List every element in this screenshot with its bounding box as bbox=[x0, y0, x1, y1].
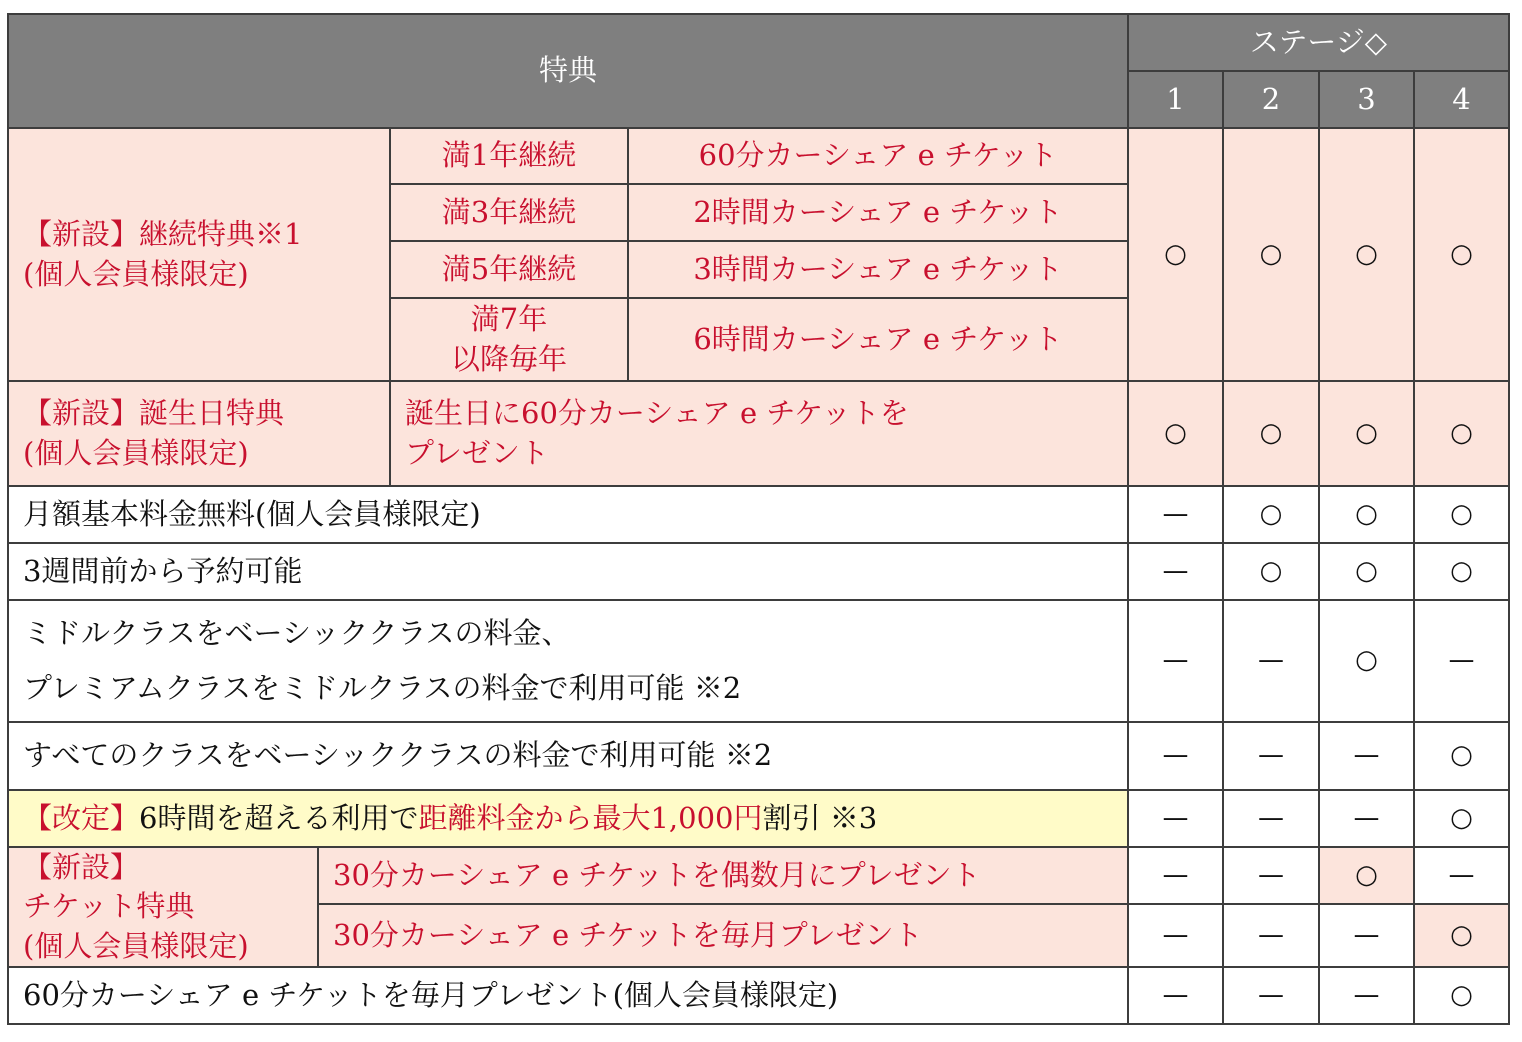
continuation-mark-2: ○ bbox=[1223, 128, 1319, 381]
ticket-title: 【新設】 bbox=[23, 850, 140, 885]
all-basic-rate-text: すべてのクラスをベーシッククラスの料金で利用可能 ※2 bbox=[8, 722, 1128, 790]
ticket-even-month-mark-3: ○ bbox=[1319, 847, 1414, 904]
birthday-title: 【新設】誕生日特典 bbox=[23, 396, 285, 431]
continuation-period-3: 満5年継続 bbox=[390, 241, 628, 298]
class-upgrade-text-cell bbox=[8, 600, 1128, 722]
header-stage-1: 1 bbox=[1128, 71, 1223, 128]
distance-discount-mark-1: — bbox=[1128, 790, 1223, 847]
continuation-period-4-line1: 満7年 bbox=[470, 302, 548, 337]
continuation-mark-4: ○ bbox=[1414, 128, 1509, 381]
continuation-mark-1: ○ bbox=[1128, 128, 1223, 381]
monthly-fee-free-text: 月額基本料金無料(個人会員様限定) bbox=[8, 486, 1128, 543]
monthly-60min-ticket-mark-2: — bbox=[1223, 967, 1319, 1024]
reserve-3-weeks-text: 3週間前から予約可能 bbox=[8, 543, 1128, 600]
header-stage-2: 2 bbox=[1223, 71, 1319, 128]
birthday-title-cell bbox=[8, 381, 390, 486]
monthly-fee-free-mark-4: ○ bbox=[1414, 486, 1509, 543]
monthly-fee-free-mark-2: ○ bbox=[1223, 486, 1319, 543]
class-upgrade-mark-4: — bbox=[1414, 600, 1509, 722]
continuation-reward-4: 6時間カーシェア e チケット bbox=[628, 298, 1128, 381]
class-upgrade-mark-3: ○ bbox=[1319, 600, 1414, 722]
ticket-monthly-mark-4: ○ bbox=[1414, 904, 1509, 967]
birthday-desc-cell bbox=[390, 381, 1128, 486]
birthday-desc-line2: プレゼント bbox=[405, 435, 549, 470]
continuation-reward-3: 3時間カーシェア e チケット bbox=[628, 241, 1128, 298]
distance-discount-mark-3: — bbox=[1319, 790, 1414, 847]
birthday-mark-1: ○ bbox=[1128, 381, 1223, 486]
all-basic-rate-mark-3: — bbox=[1319, 722, 1414, 790]
continuation-mark-3: ○ bbox=[1319, 128, 1414, 381]
class-upgrade-line1: ミドルクラスをベーシッククラスの料金、 bbox=[23, 615, 571, 650]
continuation-note: (個人会員様限定) bbox=[23, 256, 249, 291]
continuation-period-4 bbox=[390, 298, 628, 381]
continuation-period-2: 満3年継続 bbox=[390, 184, 628, 241]
ticket-monthly-text: 30分カーシェア e チケットを毎月プレゼント bbox=[318, 904, 1128, 967]
ticket-even-month-text: 30分カーシェア e チケットを偶数月にプレゼント bbox=[318, 847, 1128, 904]
monthly-fee-free-mark-3: ○ bbox=[1319, 486, 1414, 543]
ticket-monthly-mark-1: — bbox=[1128, 904, 1223, 967]
reserve-3-weeks-mark-2: ○ bbox=[1223, 543, 1319, 600]
birthday-mark-2: ○ bbox=[1223, 381, 1319, 486]
distance-discount-mark-4: ○ bbox=[1414, 790, 1509, 847]
all-basic-rate-mark-2: — bbox=[1223, 722, 1319, 790]
reserve-3-weeks-mark-1: — bbox=[1128, 543, 1223, 600]
monthly-fee-free-mark-1: — bbox=[1128, 486, 1223, 543]
birthday-desc-line1: 誕生日に60分カーシェア e チケットを bbox=[405, 396, 909, 431]
ticket-note: (個人会員様限定) bbox=[23, 928, 249, 963]
monthly-60min-ticket-mark-1: — bbox=[1128, 967, 1223, 1024]
reserve-3-weeks-mark-3: ○ bbox=[1319, 543, 1414, 600]
distance-discount-text-b: 距離料金から最大1,000円 bbox=[418, 800, 763, 835]
header-stage-4: 4 bbox=[1414, 71, 1509, 128]
distance-discount-text-c: 割引 ※3 bbox=[762, 800, 878, 835]
continuation-period-4-line2: 以降毎年 bbox=[450, 341, 567, 376]
ticket-even-month-mark-2: — bbox=[1223, 847, 1319, 904]
header-benefit: 特典 bbox=[8, 14, 1128, 128]
reserve-3-weeks-mark-4: ○ bbox=[1414, 543, 1509, 600]
continuation-reward-1: 60分カーシェア e チケット bbox=[628, 128, 1128, 184]
monthly-60min-ticket-text: 60分カーシェア e チケットを毎月プレゼント(個人会員様限定) bbox=[8, 967, 1128, 1024]
class-upgrade-mark-1: — bbox=[1128, 600, 1223, 722]
birthday-note: (個人会員様限定) bbox=[23, 435, 249, 470]
monthly-60min-ticket-mark-3: — bbox=[1319, 967, 1414, 1024]
ticket-title2: チケット特典 bbox=[23, 889, 195, 924]
ticket-even-month-mark-4: — bbox=[1414, 847, 1509, 904]
all-basic-rate-mark-4: ○ bbox=[1414, 722, 1509, 790]
header-stage-3: 3 bbox=[1319, 71, 1414, 128]
class-upgrade-mark-2: — bbox=[1223, 600, 1319, 722]
header-stage: ステージ◇ bbox=[1128, 14, 1509, 71]
all-basic-rate-mark-1: — bbox=[1128, 722, 1223, 790]
class-upgrade-line2: プレミアムクラスをミドルクラスの料金で利用可能 ※2 bbox=[23, 671, 742, 705]
benefits-table bbox=[7, 13, 1510, 1025]
ticket-monthly-mark-3: — bbox=[1319, 904, 1414, 967]
continuation-reward-2: 2時間カーシェア e チケット bbox=[628, 184, 1128, 241]
continuation-title: 【新設】継続特典※1 bbox=[23, 217, 303, 252]
ticket-even-month-mark-1: — bbox=[1128, 847, 1223, 904]
ticket-title-cell bbox=[8, 847, 318, 967]
birthday-mark-3: ○ bbox=[1319, 381, 1414, 486]
distance-discount-tag: 【改定】 bbox=[23, 800, 140, 835]
ticket-monthly-mark-2: — bbox=[1223, 904, 1319, 967]
distance-discount-cell bbox=[8, 790, 1128, 847]
continuation-period-1: 満1年継続 bbox=[390, 128, 628, 184]
birthday-mark-4: ○ bbox=[1414, 381, 1509, 486]
distance-discount-mark-2: — bbox=[1223, 790, 1319, 847]
distance-discount-text-a: 6時間を超える利用で bbox=[139, 800, 419, 835]
continuation-title-cell bbox=[8, 128, 390, 381]
monthly-60min-ticket-mark-4: ○ bbox=[1414, 967, 1509, 1024]
